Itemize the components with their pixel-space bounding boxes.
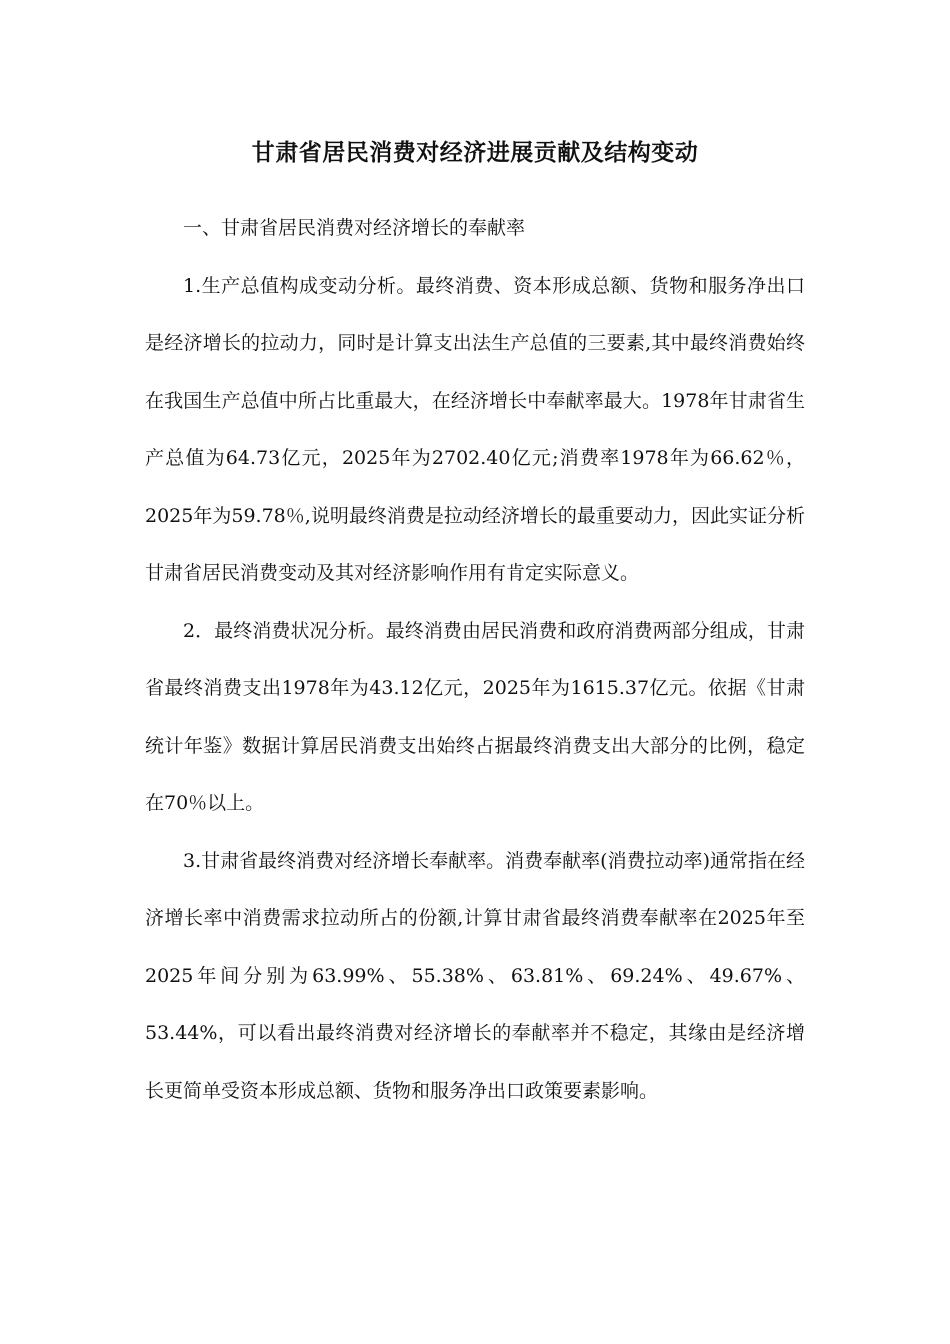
paragraph-3: 3.甘肃省最终消费对经济增长奉献率。消费奉献率(消费拉动率)通常指在经济增长率中消费需求拉动所占的份额,计算甘肃省最终消费奉献率在2025年至2025年间分别为63.99%、55.38%、63.81%、69.24%、49.67%、53.44%，可以看出最终消费对经济增长的奉献率并不稳定，其缘由是经济增长更简单受资本形成总额、货物和服务净出口政策要素影响。 [145, 849, 805, 1102]
paragraph-1: 1.生产总值构成变动分析。最终消费、资本形成总额、货物和服务净出口是经济增长的拉动力，同时是计算支出法生产总值的三要素,其中最终消费始终在我国生产总值中所占比重最大，在经济增长中奉献率最大。1978年甘肃省生产总值为64.73亿元，2025年为2702.40亿元;消费率1978年为66.62％，2025年为59.78％,说明最终消费是拉动经济增长的最重要动力，因此实证分析甘肃省居民消费变动及其对经济影响作用有肯定实际意义。 [145, 274, 805, 584]
section-heading: 一、甘肃省居民消费对经济增长的奉献率 [183, 217, 526, 239]
paragraph-2: 2．最终消费状况分析。最终消费由居民消费和政府消费两部分组成，甘肃省最终消费支出1978年为43.12亿元，2025年为1615.37亿元。依据《甘肃统计年鉴》数据计算居民消费支出始终占据最终消费支出大部分的比例，稳定在70％以上。 [145, 619, 805, 814]
document-title: 甘肃省居民消费对经济进展贡献及结构变动 [251, 140, 699, 166]
document-body [145, 200, 805, 1120]
